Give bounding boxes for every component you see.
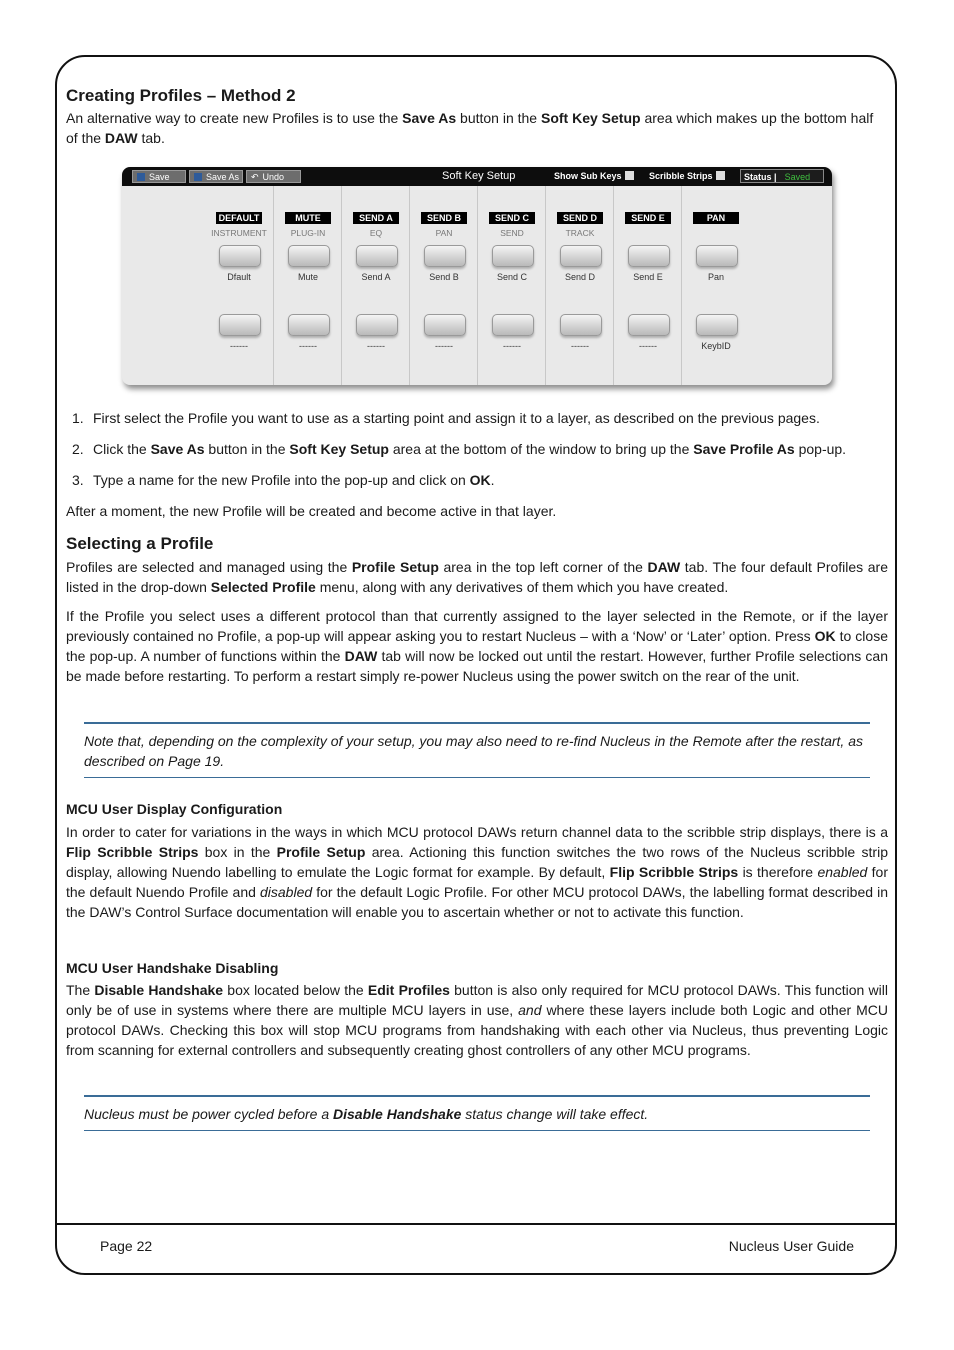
soft-key-column — [681, 186, 750, 385]
soft-key-button[interactable] — [696, 245, 738, 267]
key-label: ------ — [435, 341, 453, 351]
soft-key-button[interactable] — [219, 245, 261, 267]
key-tag: PAN — [693, 212, 739, 224]
section-selecting-profile — [66, 533, 888, 686]
key-sublabel: PLUG-IN — [290, 228, 326, 238]
selecting-paragraph-2: If the Profile you select uses a different protocol than that currently assigned to the layer selected in the Remote, or if the layer previously contained no Profile, a pop-up will appear asking you to restart Nucleus – with a ‘Now’ or ‘Later’ option. Press OK to close the pop-up. A number of functions within the DAW tab will now be locked out until the restart. However, further Profile selections can be made before restarting. To perform a restart simply re-power Nucleus using the power switch on the rear of the unit. — [66, 608, 888, 684]
key-label: ------ — [639, 341, 657, 351]
soft-key-column — [477, 186, 546, 385]
mcu-display-paragraph: In order to cater for variations in the ways in which MCU protocol DAWs return channel data to the scribble strip displays, there is a Flip Scribble Strips box in the Profile Setup area. Actioning this function switches the two rows of the Nucleus scribble strip display, allowing Nuendo labelling to emulate the Logic format for example. By default, Flip Scribble Strips is therefore enabled for the default Nuendo Profile and disabled for the default Logic Profile. For other MCU protocol DAWs, the labelling format described in the DAW’s Control Surface documentation will enable you to ascertain whether or not to activate this function. — [66, 824, 888, 920]
key-tag: SEND D — [557, 212, 603, 224]
soft-key-button[interactable] — [424, 314, 466, 336]
checkbox-box — [716, 171, 725, 180]
key-tag: SEND B — [421, 212, 467, 224]
key-label: ------ — [299, 341, 317, 351]
soft-key-button[interactable] — [560, 245, 602, 267]
key-label: ------ — [230, 341, 248, 351]
key-sublabel: SEND — [500, 228, 524, 238]
key-sublabel: INSTRUMENT — [211, 228, 267, 238]
key-sublabel: TRACK — [565, 228, 595, 238]
key-tag: DEFAULT — [216, 212, 262, 224]
key-label: Send D — [564, 272, 596, 282]
key-label: Send C — [496, 272, 528, 282]
soft-key-button[interactable] — [628, 245, 670, 267]
section-mcu-handshake — [66, 958, 888, 1060]
floppy-disk-icon — [194, 173, 202, 181]
note-power-cycle: Nucleus must be power cycled before a Disable Handshake status change will take effect. — [84, 1095, 870, 1131]
checkbox-box — [625, 171, 634, 180]
soft-key-button[interactable] — [219, 314, 261, 336]
save-button[interactable]: Save — [132, 170, 186, 183]
page-number: Page 22 — [100, 1238, 153, 1254]
soft-key-button[interactable] — [424, 245, 466, 267]
key-label: Send E — [633, 272, 663, 282]
soft-key-column — [409, 186, 478, 385]
heading-creating-profiles: Creating Profiles – Method 2 — [66, 86, 296, 105]
note-refind: Note that, depending on the complexity of your setup, you may also need to re-find Nucleus in the Remote after the restart, as described on Page 19. — [84, 722, 870, 778]
soft-key-button[interactable] — [288, 245, 330, 267]
soft-key-column — [545, 186, 614, 385]
soft-key-button[interactable] — [628, 314, 670, 336]
scribble-strips-checkbox[interactable]: Scribble Strips — [649, 167, 725, 186]
soft-key-button[interactable] — [356, 314, 398, 336]
key-tag: SEND A — [353, 212, 399, 224]
mcu-handshake-paragraph: The Disable Handshake box located below the Edit Profiles button is also only required for MCU protocol DAWs. This function will only be of use in systems where there are multiple MCU layers in use, and where these layers include both Logic and other MCU protocol DAWs. Checking this box will stop MCU programs from handshaking with each other via Nucleus, thus preventing Logic from scanning for external controllers and subsequently creating ghost controllers of any other MCU programs. — [66, 982, 889, 1058]
list-item: 1. First select the Profile you want to use as a starting point and assign it to a layer, as described on the previous pages. — [72, 410, 820, 426]
key-label: ------ — [367, 341, 385, 351]
soft-key-column — [341, 186, 410, 385]
key-label: Send B — [429, 272, 459, 282]
show-sub-keys-checkbox[interactable]: Show Sub Keys — [554, 167, 634, 186]
key-label: KeybID — [701, 341, 731, 351]
heading-mcu-handshake: MCU User Handshake Disabling — [66, 960, 279, 976]
steps-block — [66, 408, 888, 521]
soft-key-button[interactable] — [492, 314, 534, 336]
save-as-button[interactable]: Save As — [189, 170, 243, 183]
list-item: 2. Click the Save As button in the Soft Key Setup area at the bottom of the window to bring up the Save Profile As pop-up. — [72, 441, 847, 457]
guide-title: Nucleus User Guide — [728, 1238, 854, 1254]
heading-selecting-profile: Selecting a Profile — [66, 534, 214, 553]
heading-mcu-display: MCU User Display Configuration — [66, 801, 283, 817]
key-sublabel: EQ — [369, 228, 383, 238]
key-tag: SEND E — [625, 212, 671, 224]
selecting-paragraph-1: Profiles are selected and managed using the Profile Setup area in the top left corner of the DAW tab. The four default Profiles are listed in the drop-down Selected Profile menu, along with any derivatives of them which you have created. — [66, 559, 889, 595]
soft-key-column — [205, 186, 273, 385]
key-tag: SEND C — [489, 212, 535, 224]
soft-key-button[interactable] — [288, 314, 330, 336]
status-indicator: Status | Saved — [740, 169, 824, 183]
after-paragraph: After a moment, the new Profile will be created and become active in that layer. — [66, 503, 557, 519]
soft-key-button[interactable] — [696, 314, 738, 336]
footer-divider — [55, 1223, 897, 1225]
floppy-disk-icon — [137, 173, 145, 181]
key-tag: MUTE — [285, 212, 331, 224]
soft-key-column — [273, 186, 342, 385]
key-label: ------ — [571, 341, 589, 351]
key-sublabel: PAN — [435, 228, 453, 238]
soft-key-button[interactable] — [492, 245, 534, 267]
intro-paragraph: An alternative way to create new Profiles is to use the Save As button in the Soft Key Setup area which makes up the bottom half of the DAW tab. — [66, 110, 874, 146]
soft-key-button[interactable] — [356, 245, 398, 267]
key-label: Mute — [297, 272, 318, 282]
soft-key-button[interactable] — [560, 314, 602, 336]
soft-key-setup-panel — [122, 167, 832, 385]
soft-key-column — [613, 186, 682, 385]
panel-title: Soft Key Setup — [442, 170, 516, 182]
section-mcu-display — [66, 799, 888, 922]
section-creating-profiles — [66, 85, 888, 148]
list-item: 3. Type a name for the new Profile into the pop-up and click on OK. — [72, 472, 495, 488]
undo-icon: ↶ — [251, 172, 259, 182]
key-label: Dfault — [227, 272, 251, 282]
key-label: Send A — [361, 272, 391, 282]
steps-list — [66, 408, 888, 490]
key-label: ------ — [503, 341, 521, 351]
key-label: Pan — [707, 272, 724, 282]
panel-toolbar — [122, 167, 832, 186]
undo-button[interactable]: ↶ Undo — [246, 170, 301, 183]
